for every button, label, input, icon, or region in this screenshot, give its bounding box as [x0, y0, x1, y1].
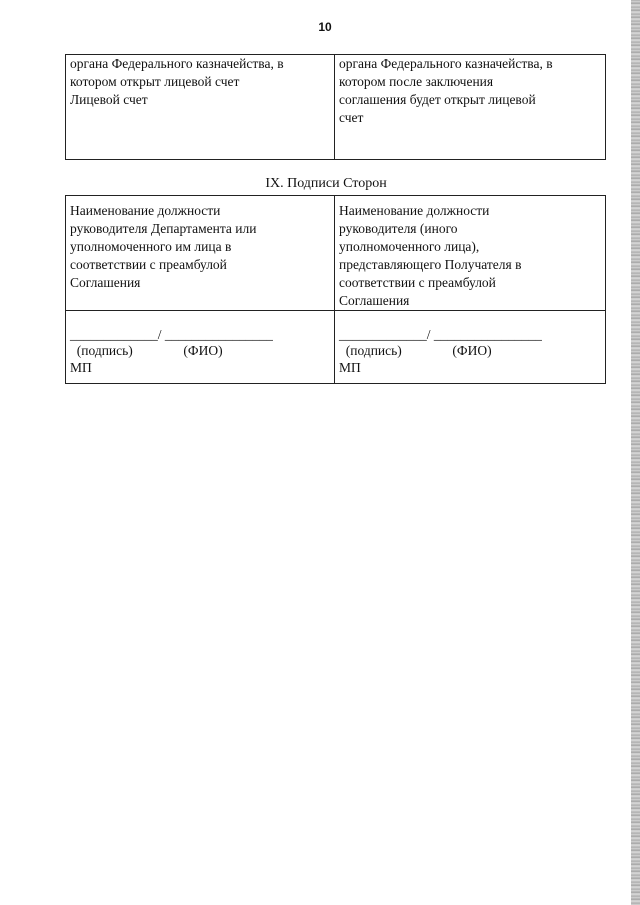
signature-line-left: _____________/ ________________	[70, 327, 273, 342]
role-right-line-5: соответствии с преамбулой	[339, 275, 496, 290]
scan-edge-artifact	[631, 0, 640, 905]
role-cell-right	[335, 196, 606, 311]
role-left-line-2: руководителя Департамента или	[70, 221, 257, 236]
role-cell-left	[66, 196, 335, 311]
account-left-line-2: котором открыт лицевой счет	[70, 74, 240, 89]
account-table	[65, 54, 606, 160]
account-right-line-4: счет	[339, 110, 364, 125]
role-right-line-4: представляющего Получателя в	[339, 257, 522, 272]
account-left-line-3: Лицевой счет	[70, 92, 148, 107]
stamp-label-right: МП	[339, 360, 361, 375]
account-left-line-1: органа Федерального казначейства, в	[70, 56, 284, 71]
role-row	[66, 196, 606, 311]
signatures-table	[65, 195, 606, 384]
role-left-line-1: Наименование должности	[70, 203, 221, 218]
signature-caption-right: (подпись) (ФИО)	[339, 343, 492, 358]
role-right-line-1: Наименование должности	[339, 203, 490, 218]
role-left-line-3: уполномоченного им лица в	[70, 239, 232, 254]
page-number: 10	[318, 20, 332, 34]
role-right-line-6: Соглашения	[339, 293, 410, 308]
signature-row	[66, 311, 606, 384]
signature-caption-left: (подпись) (ФИО)	[70, 343, 223, 358]
role-left-line-5: Соглашения	[70, 275, 141, 290]
account-right-line-2: котором после заключения	[339, 74, 494, 89]
account-right-line-3: соглашения будет открыт лицевой	[339, 92, 536, 107]
signature-cell-right	[335, 311, 606, 384]
signature-cell-left	[66, 311, 335, 384]
role-left-line-4: соответствии с преамбулой	[70, 257, 227, 272]
signature-line-right: _____________/ ________________	[339, 327, 542, 342]
account-cell-left	[66, 55, 335, 160]
account-row	[66, 55, 606, 160]
account-right-line-1: органа Федерального казначейства, в	[339, 56, 553, 71]
role-right-line-2: руководителя (иного	[339, 221, 458, 236]
role-right-line-3: уполномоченного лица),	[339, 239, 480, 254]
account-cell-right	[335, 55, 606, 160]
stamp-label-left: МП	[70, 360, 92, 375]
section-title: IX. Подписи Сторон	[265, 176, 387, 191]
